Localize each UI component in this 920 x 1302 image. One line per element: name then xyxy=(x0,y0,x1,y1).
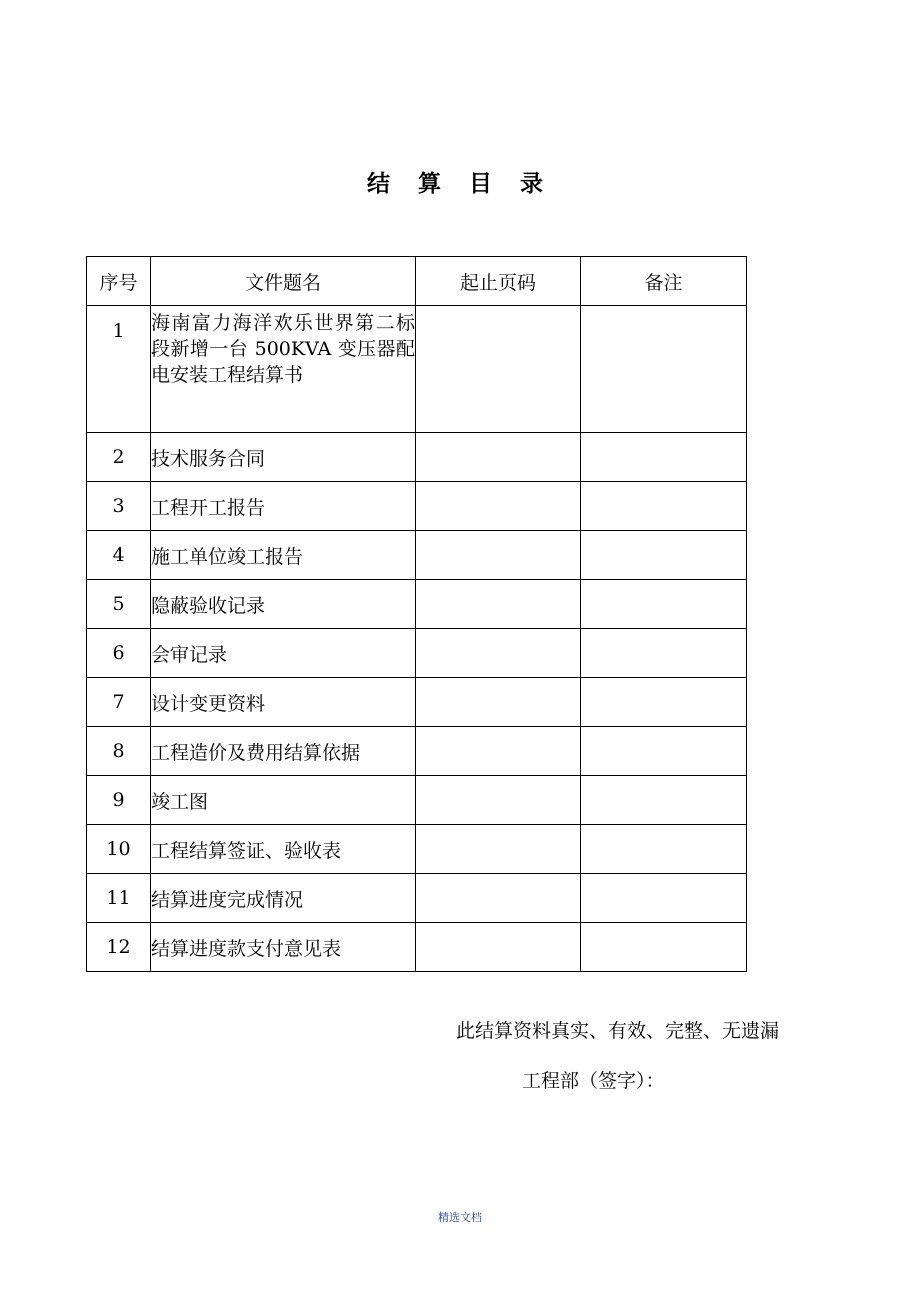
row-remark xyxy=(581,531,747,580)
row-remark xyxy=(581,580,747,629)
row-number: 1 xyxy=(87,306,151,433)
row-number: 5 xyxy=(87,580,151,629)
row-remark xyxy=(581,678,747,727)
row-page-range xyxy=(416,531,581,580)
document-title: 结 算 目 录 xyxy=(366,171,554,197)
row-remark xyxy=(581,923,747,972)
table-row xyxy=(87,678,747,727)
row-page-range xyxy=(416,629,581,678)
row-number: 8 xyxy=(87,727,151,776)
row-page-range xyxy=(416,776,581,825)
header-number: 序号 xyxy=(87,257,151,306)
row-number: 12 xyxy=(87,923,151,972)
table-row xyxy=(87,580,747,629)
row-page-range xyxy=(416,482,581,531)
row-file-name: 工程开工报告 xyxy=(151,482,416,531)
row-file-name: 会审记录 xyxy=(151,629,416,678)
row-number: 10 xyxy=(87,825,151,874)
row-number: 9 xyxy=(87,776,151,825)
header-file-name: 文件题名 xyxy=(151,257,416,306)
row-remark xyxy=(581,727,747,776)
row-file-name: 隐蔽验收记录 xyxy=(151,580,416,629)
row-number: 11 xyxy=(87,874,151,923)
row-file-name: 施工单位竣工报告 xyxy=(151,531,416,580)
catalog-table xyxy=(86,256,747,972)
table-row xyxy=(87,874,747,923)
row-file-name: 技术服务合同 xyxy=(151,433,416,482)
row-number: 4 xyxy=(87,531,151,580)
table-header-row xyxy=(87,257,747,306)
row-number: 6 xyxy=(87,629,151,678)
table-row xyxy=(87,433,747,482)
row-number: 3 xyxy=(87,482,151,531)
row-file-name: 海南富力海洋欢乐世界第二标段新增一台 500KVA 变压器配电安装工程结算书 xyxy=(151,306,416,433)
row-file-name: 结算进度款支付意见表 xyxy=(151,923,416,972)
table-row xyxy=(87,727,747,776)
completeness-statement: 此结算资料真实、有效、完整、无遗漏 xyxy=(456,1020,780,1042)
page-footer: 精选文档 xyxy=(438,1211,482,1224)
row-remark xyxy=(581,776,747,825)
row-file-name: 结算进度完成情况 xyxy=(151,874,416,923)
table-row xyxy=(87,629,747,678)
row-file-name: 设计变更资料 xyxy=(151,678,416,727)
row-remark xyxy=(581,482,747,531)
table-row xyxy=(87,531,747,580)
row-remark xyxy=(581,433,747,482)
row-page-range xyxy=(416,433,581,482)
row-file-name: 工程造价及费用结算依据 xyxy=(151,727,416,776)
header-remark: 备注 xyxy=(581,257,747,306)
row-file-name: 工程结算签证、验收表 xyxy=(151,825,416,874)
row-page-range xyxy=(416,306,581,433)
row-page-range xyxy=(416,923,581,972)
table-row xyxy=(87,776,747,825)
row-page-range xyxy=(416,678,581,727)
table-row xyxy=(87,825,747,874)
row-file-name: 竣工图 xyxy=(151,776,416,825)
table-row xyxy=(87,306,747,433)
header-page-range: 起止页码 xyxy=(416,257,581,306)
row-page-range xyxy=(416,874,581,923)
table-row xyxy=(87,482,747,531)
row-number: 7 xyxy=(87,678,151,727)
row-remark xyxy=(581,825,747,874)
row-remark xyxy=(581,874,747,923)
row-page-range xyxy=(416,825,581,874)
row-number: 2 xyxy=(87,433,151,482)
row-page-range xyxy=(416,727,581,776)
row-page-range xyxy=(416,580,581,629)
row-remark xyxy=(581,629,747,678)
signature-label: 工程部（签字）： xyxy=(522,1070,665,1092)
row-remark xyxy=(581,306,747,433)
table-row xyxy=(87,923,747,972)
